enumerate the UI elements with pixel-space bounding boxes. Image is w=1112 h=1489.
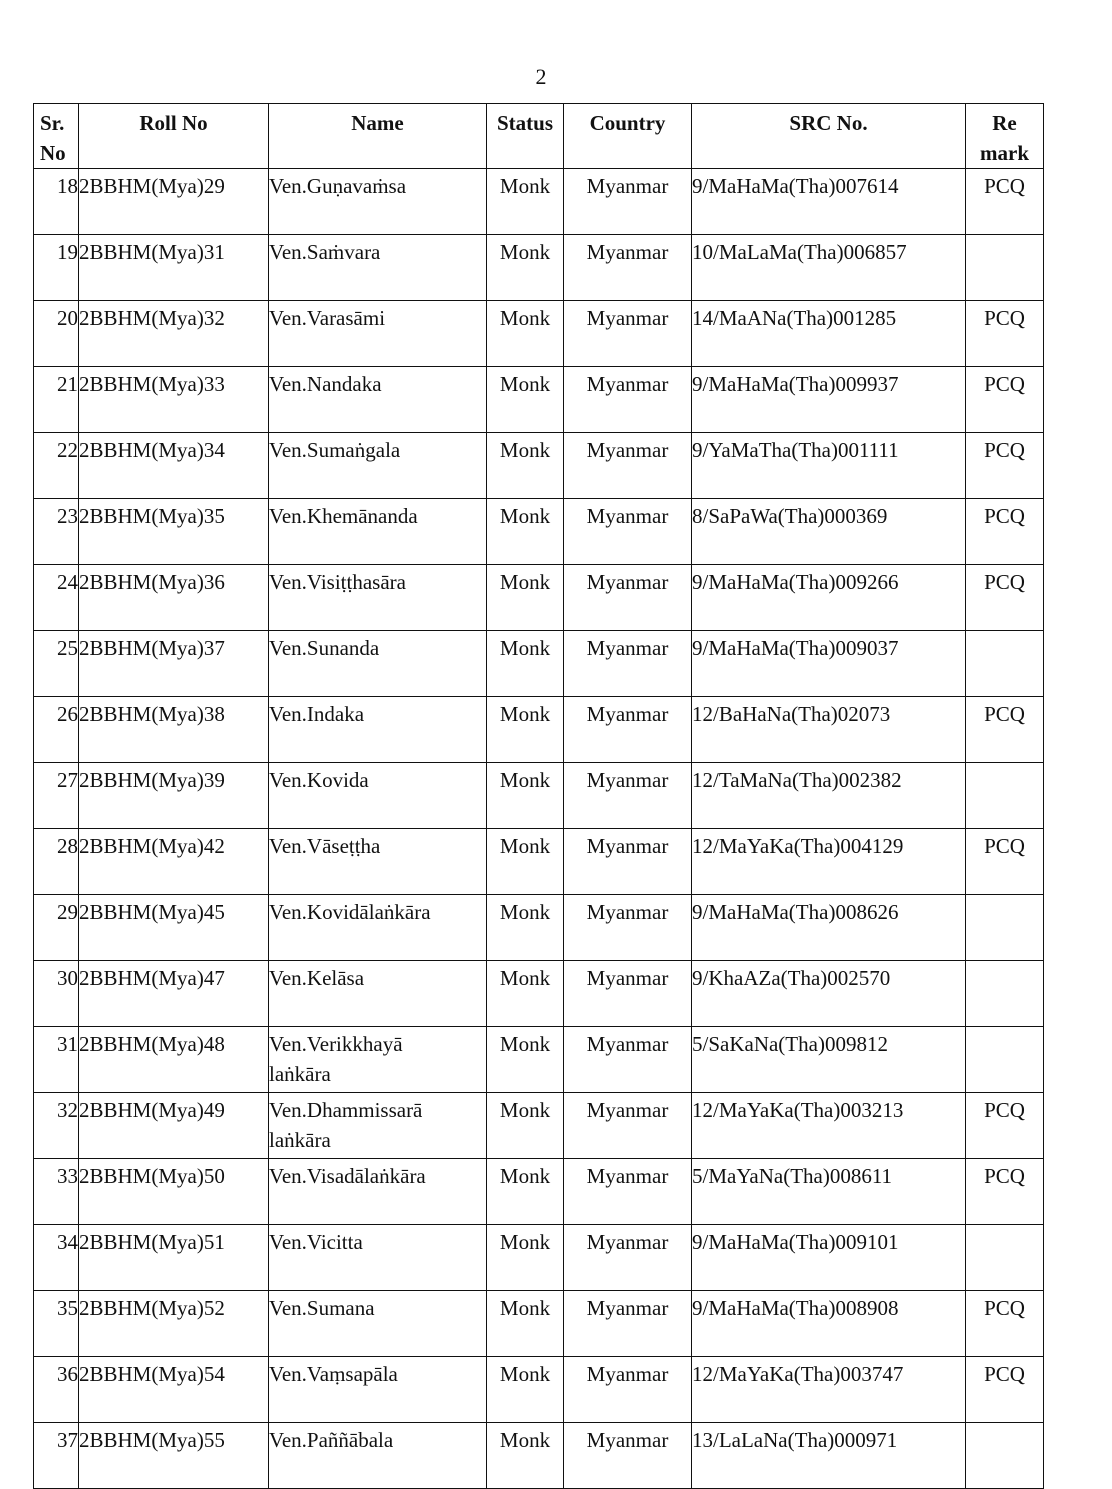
sr-cell: 30 [34,961,79,1027]
src-no-cell: 12/TaMaNa(Tha)002382 [692,763,966,829]
name-cell: Ven.Vicitta [269,1225,487,1291]
table-row [34,235,1044,301]
src-no-cell: 12/BaHaNa(Tha)02073 [692,697,966,763]
remark-cell: PCQ [966,301,1044,367]
country-cell: Myanmar [564,763,692,829]
src-no-cell: 9/MaHaMa(Tha)009101 [692,1225,966,1291]
src-no-cell: 13/LaLaNa(Tha)000971 [692,1423,966,1489]
status-cell: Monk [487,631,564,697]
roll-no-cell: 2BBHM(Mya)45 [79,895,269,961]
status-cell: Monk [487,763,564,829]
status-cell: Monk [487,1093,564,1159]
column-header-src-no: SRC No. [692,104,966,169]
roll-no-cell: 2BBHM(Mya)33 [79,367,269,433]
src-no-cell: 12/MaYaKa(Tha)003747 [692,1357,966,1423]
column-header-country: Country [564,104,692,169]
remark-cell [966,895,1044,961]
name-cell: Ven.Sumana [269,1291,487,1357]
table-row [34,961,1044,1027]
remark-cell: PCQ [966,1357,1044,1423]
remark-cell [966,1225,1044,1291]
roster-table [33,103,1044,1489]
remark-cell [966,763,1044,829]
table-row [34,1291,1044,1357]
roll-no-cell: 2BBHM(Mya)51 [79,1225,269,1291]
table-row [34,1357,1044,1423]
sr-cell: 33 [34,1159,79,1225]
column-header-sr-line2: No [40,141,66,165]
country-cell: Myanmar [564,1225,692,1291]
sr-cell: 19 [34,235,79,301]
remark-cell: PCQ [966,1159,1044,1225]
column-header-roll-no: Roll No [79,104,269,169]
country-cell: Myanmar [564,697,692,763]
remark-cell: PCQ [966,829,1044,895]
table-row [34,499,1044,565]
roll-no-cell: 2BBHM(Mya)47 [79,961,269,1027]
src-no-cell: 12/MaYaKa(Tha)003213 [692,1093,966,1159]
sr-cell: 26 [34,697,79,763]
status-cell: Monk [487,1225,564,1291]
src-no-cell: 9/KhaAZa(Tha)002570 [692,961,966,1027]
sr-cell: 23 [34,499,79,565]
src-no-cell: 14/MaANa(Tha)001285 [692,301,966,367]
roll-no-cell: 2BBHM(Mya)37 [79,631,269,697]
src-no-cell: 8/SaPaWa(Tha)000369 [692,499,966,565]
column-header-sr-line1: Sr. [40,111,65,135]
column-header-name: Name [269,104,487,169]
table-row [34,1159,1044,1225]
table-row [34,1027,1044,1093]
roll-no-cell: 2BBHM(Mya)48 [79,1027,269,1093]
remark-cell: PCQ [966,1291,1044,1357]
country-cell: Myanmar [564,235,692,301]
name-cell: Ven.Vaṃsapāla [269,1357,487,1423]
column-header-sr-no [34,104,79,169]
status-cell: Monk [487,1423,564,1489]
name-cell: Ven.Sumaṅgala [269,433,487,499]
status-cell: Monk [487,961,564,1027]
status-cell: Monk [487,235,564,301]
country-cell: Myanmar [564,367,692,433]
sr-cell: 25 [34,631,79,697]
remark-cell: PCQ [966,433,1044,499]
sr-cell: 21 [34,367,79,433]
status-cell: Monk [487,301,564,367]
country-cell: Myanmar [564,565,692,631]
remark-cell: PCQ [966,169,1044,235]
roll-no-cell: 2BBHM(Mya)35 [79,499,269,565]
name-cell: Ven.Paññābala [269,1423,487,1489]
name-cell: Ven.Sunanda [269,631,487,697]
sr-cell: 28 [34,829,79,895]
src-no-cell: 9/MaHaMa(Tha)008908 [692,1291,966,1357]
name-cell: Ven.Indaka [269,697,487,763]
roll-no-cell: 2BBHM(Mya)32 [79,301,269,367]
src-no-cell: 9/YaMaTha(Tha)001111 [692,433,966,499]
table-row [34,367,1044,433]
country-cell: Myanmar [564,301,692,367]
country-cell: Myanmar [564,1027,692,1093]
country-cell: Myanmar [564,1357,692,1423]
remark-cell: PCQ [966,1093,1044,1159]
table-body [34,169,1044,1489]
sr-cell: 34 [34,1225,79,1291]
roll-no-cell: 2BBHM(Mya)39 [79,763,269,829]
name-line2: laṅkāra [269,1128,331,1152]
name-cell: Ven.Visiṭṭhasāra [269,565,487,631]
roll-no-cell: 2BBHM(Mya)54 [79,1357,269,1423]
name-cell [269,1093,487,1159]
name-line2: laṅkāra [269,1062,331,1086]
column-header-remark [966,104,1044,169]
table-row [34,1423,1044,1489]
sr-cell: 20 [34,301,79,367]
roll-no-cell: 2BBHM(Mya)31 [79,235,269,301]
sr-cell: 32 [34,1093,79,1159]
remark-cell: PCQ [966,367,1044,433]
roll-no-cell: 2BBHM(Mya)34 [79,433,269,499]
status-cell: Monk [487,565,564,631]
sr-cell: 31 [34,1027,79,1093]
name-cell: Ven.Khemānanda [269,499,487,565]
src-no-cell: 10/MaLaMa(Tha)006857 [692,235,966,301]
status-cell: Monk [487,1291,564,1357]
roll-no-cell: 2BBHM(Mya)49 [79,1093,269,1159]
table-row [34,1093,1044,1159]
sr-cell: 37 [34,1423,79,1489]
status-cell: Monk [487,433,564,499]
src-no-cell: 9/MaHaMa(Tha)008626 [692,895,966,961]
country-cell: Myanmar [564,1423,692,1489]
src-no-cell: 5/MaYaNa(Tha)008611 [692,1159,966,1225]
sr-cell: 22 [34,433,79,499]
status-cell: Monk [487,829,564,895]
status-cell: Monk [487,367,564,433]
table-row [34,763,1044,829]
table-row [34,433,1044,499]
table-row [34,697,1044,763]
roll-no-cell: 2BBHM(Mya)38 [79,697,269,763]
name-cell: Ven.Saṁvara [269,235,487,301]
status-cell: Monk [487,499,564,565]
remark-cell [966,1027,1044,1093]
name-line1: Ven.Dhammissarā [269,1098,423,1122]
status-cell: Monk [487,1159,564,1225]
country-cell: Myanmar [564,1291,692,1357]
roll-no-cell: 2BBHM(Mya)42 [79,829,269,895]
name-line1: Ven.Verikkhayā [269,1032,403,1056]
remark-cell [966,1423,1044,1489]
remark-cell: PCQ [966,499,1044,565]
country-cell: Myanmar [564,433,692,499]
status-cell: Monk [487,895,564,961]
table-row [34,631,1044,697]
country-cell: Myanmar [564,169,692,235]
src-no-cell: 9/MaHaMa(Tha)009037 [692,631,966,697]
src-no-cell: 9/MaHaMa(Tha)009937 [692,367,966,433]
sr-cell: 18 [34,169,79,235]
country-cell: Myanmar [564,829,692,895]
country-cell: Myanmar [564,961,692,1027]
table-row [34,1225,1044,1291]
remark-cell: PCQ [966,697,1044,763]
name-cell: Ven.Visadālaṅkāra [269,1159,487,1225]
roll-no-cell: 2BBHM(Mya)52 [79,1291,269,1357]
status-cell: Monk [487,169,564,235]
sr-cell: 24 [34,565,79,631]
status-cell: Monk [487,1027,564,1093]
remark-cell [966,235,1044,301]
country-cell: Myanmar [564,499,692,565]
table-row [34,301,1044,367]
table-row [34,895,1044,961]
country-cell: Myanmar [564,895,692,961]
name-cell: Ven.Guṇavaṁsa [269,169,487,235]
remark-cell [966,961,1044,1027]
page-number: 2 [535,64,547,89]
name-cell: Ven.Kovida [269,763,487,829]
sr-cell: 27 [34,763,79,829]
table-row [34,169,1044,235]
status-cell: Monk [487,1357,564,1423]
status-cell: Monk [487,697,564,763]
name-cell [269,1027,487,1093]
name-cell: Ven.Kelāsa [269,961,487,1027]
column-header-remark-line2: mark [980,141,1029,165]
src-no-cell: 9/MaHaMa(Tha)009266 [692,565,966,631]
sr-cell: 36 [34,1357,79,1423]
roll-no-cell: 2BBHM(Mya)29 [79,169,269,235]
name-cell: Ven.Nandaka [269,367,487,433]
name-cell: Ven.Kovidālaṅkāra [269,895,487,961]
country-cell: Myanmar [564,1093,692,1159]
table-row [34,829,1044,895]
table-row [34,565,1044,631]
roll-no-cell: 2BBHM(Mya)55 [79,1423,269,1489]
roll-no-cell: 2BBHM(Mya)36 [79,565,269,631]
table-header-row [34,104,1044,169]
sr-cell: 29 [34,895,79,961]
country-cell: Myanmar [564,1159,692,1225]
remark-cell [966,631,1044,697]
column-header-status: Status [487,104,564,169]
country-cell: Myanmar [564,631,692,697]
src-no-cell: 12/MaYaKa(Tha)004129 [692,829,966,895]
name-cell: Ven.Varasāmi [269,301,487,367]
remark-cell: PCQ [966,565,1044,631]
roll-no-cell: 2BBHM(Mya)50 [79,1159,269,1225]
column-header-remark-line1: Re [992,111,1017,135]
name-cell: Ven.Vāseṭṭha [269,829,487,895]
src-no-cell: 9/MaHaMa(Tha)007614 [692,169,966,235]
src-no-cell: 5/SaKaNa(Tha)009812 [692,1027,966,1093]
sr-cell: 35 [34,1291,79,1357]
